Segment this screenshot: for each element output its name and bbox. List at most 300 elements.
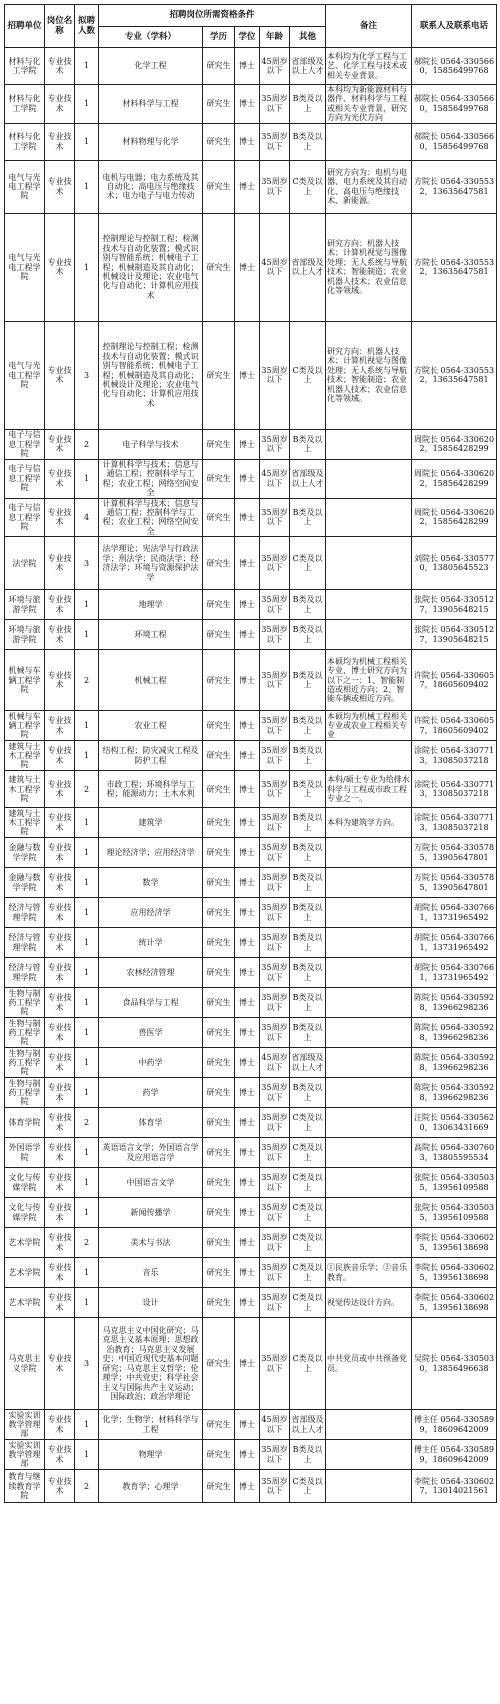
cell-contact: 刘院长 0564-3305770，13805645523 [412, 537, 497, 590]
recruitment-table [4, 4, 497, 1503]
cell-unit: 电子与信息工程学院 [5, 498, 45, 537]
cell-education: 研究生 [203, 898, 235, 928]
cell-unit: 环境与旅游学院 [5, 590, 45, 620]
cell-degree: 博士 [235, 808, 260, 838]
cell-degree: 博士 [235, 928, 260, 958]
table-row [5, 1440, 497, 1470]
cell-count: 3 [75, 321, 99, 429]
cell-other: B类及以上 [290, 898, 326, 928]
cell-post: 专业技术 [45, 711, 75, 741]
cell-count: 1 [75, 160, 99, 213]
cell-contact: 陈院长 0564-3305928，13966298236 [412, 1078, 497, 1108]
cell-major: 控制理论与控制工程；检测技术与自动化装置；模式识别与智能系统；机械电子工程；机械制造及其自动化；机械设计及理论；农业电气化与自动化；计算机应用技术 [99, 321, 203, 429]
cell-contact: 胡院长 0564-3307661，13731965492 [412, 958, 497, 988]
cell-degree: 博士 [235, 1078, 260, 1108]
cell-unit: 法学院 [5, 537, 45, 590]
cell-unit: 实验实训教学管理部 [5, 1410, 45, 1440]
cell-contact: 吴院长 0564-3305030，13856496638 [412, 1318, 497, 1410]
cell-age: 35周岁以下 [260, 85, 290, 124]
cell-major: 药学 [99, 1078, 203, 1108]
cell-education: 研究生 [203, 1228, 235, 1258]
cell-contact: 李院长 0564-3306025，13956138698 [412, 1288, 497, 1318]
cell-education: 研究生 [203, 1410, 235, 1440]
table-row [5, 321, 497, 429]
cell-notes: 本硕均为机械工程相关专业或农业工程相关专业 [326, 711, 412, 741]
cell-degree: 博士 [235, 590, 260, 620]
cell-contact: 涂院长 0564-3307713，13085037218 [412, 741, 497, 771]
cell-contact: 陈院长 0564-3305928，13966298236 [412, 1048, 497, 1078]
cell-contact: 方院长 0564-3305532，13635647581 [412, 321, 497, 429]
cell-post: 专业技术 [45, 958, 75, 988]
cell-age: 35周岁以下 [260, 898, 290, 928]
cell-unit: 外国语学院 [5, 1138, 45, 1168]
cell-education: 研究生 [203, 620, 235, 650]
cell-degree: 博士 [235, 988, 260, 1018]
cell-age: 35周岁以下 [260, 1228, 290, 1258]
cell-degree: 博士 [235, 1108, 260, 1138]
cell-age: 35周岁以下 [260, 590, 290, 620]
table-row [5, 429, 497, 459]
cell-contact: 万院长 0564-3305785，13905647801 [412, 868, 497, 898]
header-other: 其他 [290, 27, 326, 48]
cell-count: 1 [75, 988, 99, 1018]
table-row [5, 498, 497, 537]
cell-contact: 李院长 0564-3306025，13956138698 [412, 1258, 497, 1288]
cell-age: 35周岁以下 [260, 1168, 290, 1198]
cell-degree: 博士 [235, 898, 260, 928]
cell-contact: 张院长 0564-3305035，13956109588 [412, 1198, 497, 1228]
cell-contact: 周院长 0564-3306202，15856428299 [412, 429, 497, 459]
cell-notes [326, 123, 412, 160]
cell-major: 统计学 [99, 928, 203, 958]
cell-degree: 博士 [235, 321, 260, 429]
cell-unit: 教育与继续教育学院 [5, 1470, 45, 1503]
cell-degree: 博士 [235, 459, 260, 498]
cell-contact: 郝院长 0564-3305660，15856499768 [412, 123, 497, 160]
cell-unit: 马克思主义学院 [5, 1318, 45, 1410]
cell-notes [326, 958, 412, 988]
cell-notes [326, 838, 412, 868]
cell-other: C类及以上 [290, 1318, 326, 1410]
cell-notes: 研究方向：机器人技术；计算机视觉与图像处理；无人系统与导航技术；智能制造；农业机器人技术；农业信息化等领域。 [326, 213, 412, 321]
cell-unit: 金融与数学学院 [5, 868, 45, 898]
cell-education: 研究生 [203, 48, 235, 85]
cell-unit: 体育学院 [5, 1108, 45, 1138]
cell-notes [326, 868, 412, 898]
cell-major: 教育学；心理学 [99, 1470, 203, 1503]
cell-age: 35周岁以下 [260, 650, 290, 711]
table-row [5, 1018, 497, 1048]
cell-education: 研究生 [203, 213, 235, 321]
cell-degree: 博士 [235, 1470, 260, 1503]
header-major: 专业（学科） [99, 27, 203, 48]
cell-unit: 建筑与土木工程学院 [5, 771, 45, 808]
cell-count: 1 [75, 123, 99, 160]
cell-other: B类及以上 [290, 429, 326, 459]
cell-count: 1 [75, 459, 99, 498]
cell-major: 材料科学与工程 [99, 85, 203, 124]
cell-age: 35周岁以下 [260, 1138, 290, 1168]
cell-contact: 李院长 0564-3306027，13014021561 [412, 1470, 497, 1503]
cell-post: 专业技术 [45, 1108, 75, 1138]
table-row [5, 1168, 497, 1198]
table-row [5, 808, 497, 838]
cell-unit: 电气与光电工程学院 [5, 213, 45, 321]
cell-notes [326, 590, 412, 620]
cell-age: 35周岁以下 [260, 429, 290, 459]
cell-post: 专业技术 [45, 1410, 75, 1440]
cell-post: 专业技术 [45, 590, 75, 620]
cell-post: 专业技术 [45, 1138, 75, 1168]
cell-degree: 博士 [235, 1138, 260, 1168]
cell-other: B类及以上 [290, 771, 326, 808]
table-row [5, 1138, 497, 1168]
cell-post: 专业技术 [45, 928, 75, 958]
cell-post: 专业技术 [45, 838, 75, 868]
cell-post: 专业技术 [45, 85, 75, 124]
cell-degree: 博士 [235, 1168, 260, 1198]
cell-education: 研究生 [203, 958, 235, 988]
cell-notes [326, 1228, 412, 1258]
cell-count: 3 [75, 537, 99, 590]
cell-notes: 本科均为新能源材料与器件、材料科学与工程或相关专业背景，研究方向为光伏方向 [326, 85, 412, 124]
cell-notes [326, 1048, 412, 1078]
cell-major: 计算机科学与技术；信息与通信工程；控制科学与工程；农业工程；网络空间安全 [99, 498, 203, 537]
table-row [5, 1258, 497, 1288]
table-row [5, 1470, 497, 1503]
cell-contact: 傅主任 0564-3305899，18609642009 [412, 1410, 497, 1440]
header-age: 年龄 [260, 27, 290, 48]
cell-other: B类及以上 [290, 123, 326, 160]
cell-degree: 博士 [235, 741, 260, 771]
cell-contact: 陈院长 0564-3305928，13966298236 [412, 1018, 497, 1048]
cell-education: 研究生 [203, 711, 235, 741]
cell-major: 计算机科学与技术；信息与通信工程；控制科学与工程；农业工程；网络空间安全 [99, 459, 203, 498]
cell-major: 数学 [99, 868, 203, 898]
cell-other: 省部级及以上人才 [290, 1410, 326, 1440]
cell-notes [326, 1168, 412, 1198]
cell-unit: 机械与车辆工程学院 [5, 650, 45, 711]
cell-other: B类及以上 [290, 620, 326, 650]
cell-count: 2 [75, 429, 99, 459]
cell-age: 35周岁以下 [260, 620, 290, 650]
cell-major: 地理学 [99, 590, 203, 620]
cell-contact: 涂院长 0564-3307713，13085037218 [412, 771, 497, 808]
cell-major: 控制理论与控制工程；检测技术与自动化装置；模式识别与智能系统；机械电子工程；机械制造及其自动化；机械设计及理论；农业电气化与自动化；计算机应用技术 [99, 213, 203, 321]
cell-notes: 研究方向：机器人技术；计算机视觉与图像处理；无人系统与导航技术；智能制造；农业机器人技术；农业信息化等领域。 [326, 321, 412, 429]
cell-other: B类及以上 [290, 711, 326, 741]
header-degree: 学位 [235, 27, 260, 48]
cell-degree: 博士 [235, 1288, 260, 1318]
cell-degree: 博士 [235, 537, 260, 590]
cell-unit: 生物与制药工程学院 [5, 1048, 45, 1078]
cell-contact: 张院长 0564-3305127，13905648215 [412, 590, 497, 620]
cell-other: C类及以上 [290, 321, 326, 429]
cell-count: 1 [75, 928, 99, 958]
cell-major: 建筑学 [99, 808, 203, 838]
cell-contact: 傅主任 0564-3305899，18609642009 [412, 1440, 497, 1470]
cell-post: 专业技术 [45, 321, 75, 429]
cell-other: 省部级及以上人才 [290, 48, 326, 85]
cell-contact: 胡院长 0564-3307661，13731965492 [412, 898, 497, 928]
cell-count: 1 [75, 1138, 99, 1168]
cell-education: 研究生 [203, 808, 235, 838]
cell-count: 1 [75, 213, 99, 321]
cell-post: 专业技术 [45, 1318, 75, 1410]
cell-degree: 博士 [235, 868, 260, 898]
cell-other: B类及以上 [290, 928, 326, 958]
cell-post: 专业技术 [45, 741, 75, 771]
cell-other: 省部级及以上人才 [290, 1048, 326, 1078]
cell-notes: 本科/硕士专业为给排水科学与工程或市政工程专业之一。 [326, 771, 412, 808]
cell-major: 音乐 [99, 1258, 203, 1288]
cell-contact: 陈院长 0564-3305928，13966298236 [412, 988, 497, 1018]
cell-age: 45周岁以下 [260, 1410, 290, 1440]
cell-age: 35周岁以下 [260, 160, 290, 213]
table-row [5, 1410, 497, 1440]
cell-degree: 博士 [235, 711, 260, 741]
cell-age: 35周岁以下 [260, 1470, 290, 1503]
cell-unit: 文化与传媒学院 [5, 1198, 45, 1228]
cell-degree: 博士 [235, 123, 260, 160]
cell-education: 研究生 [203, 1048, 235, 1078]
cell-notes [326, 1108, 412, 1138]
cell-count: 1 [75, 48, 99, 85]
cell-notes [326, 459, 412, 498]
cell-other: C类及以上 [290, 160, 326, 213]
cell-post: 专业技术 [45, 898, 75, 928]
cell-other: B类及以上 [290, 1018, 326, 1048]
cell-unit: 经济与管理学院 [5, 928, 45, 958]
cell-other: C类及以上 [290, 1470, 326, 1503]
cell-notes [326, 537, 412, 590]
cell-education: 研究生 [203, 1168, 235, 1198]
cell-post: 专业技术 [45, 459, 75, 498]
cell-major: 新闻传播学 [99, 1198, 203, 1228]
cell-other: 省部级及以上人才 [290, 213, 326, 321]
cell-contact: 周院长 0564-3306202，15856428299 [412, 459, 497, 498]
cell-education: 研究生 [203, 1288, 235, 1318]
cell-unit: 金融与数学学院 [5, 838, 45, 868]
cell-age: 35周岁以下 [260, 988, 290, 1018]
cell-education: 研究生 [203, 321, 235, 429]
cell-contact: 许院长 0564-3306057，18605609402 [412, 711, 497, 741]
cell-education: 研究生 [203, 1018, 235, 1048]
cell-contact: 郝院长 0564-3305660，15856499768 [412, 85, 497, 124]
table-row [5, 213, 497, 321]
table-body [5, 48, 497, 1503]
cell-other: B类及以上 [290, 808, 326, 838]
cell-other: B类及以上 [290, 85, 326, 124]
cell-notes [326, 1410, 412, 1440]
cell-age: 35周岁以下 [260, 1258, 290, 1288]
table-row [5, 771, 497, 808]
cell-count: 1 [75, 958, 99, 988]
cell-education: 研究生 [203, 1138, 235, 1168]
cell-count: 1 [75, 741, 99, 771]
cell-age: 35周岁以下 [260, 1078, 290, 1108]
header-unit: 招聘单位 [5, 5, 45, 48]
cell-degree: 博士 [235, 429, 260, 459]
cell-education: 研究生 [203, 1318, 235, 1410]
cell-count: 1 [75, 85, 99, 124]
cell-major: 设计 [99, 1288, 203, 1318]
table-row [5, 1108, 497, 1138]
cell-count: 1 [75, 1288, 99, 1318]
cell-major: 马克思主义中国化研究；马克思主义基本原理；思想政治教育；马克思主义发展史；中国近现代史基本问题研究；马克思主义哲学；伦理学；中共党史；科学社会主义与国际共产主义运动；国际政治；政治学理论 [99, 1318, 203, 1410]
cell-age: 35周岁以下 [260, 711, 290, 741]
cell-other: C类及以上 [290, 537, 326, 590]
table-row [5, 650, 497, 711]
cell-contact: 万院长 0564-3305785，13905647801 [412, 838, 497, 868]
table-row [5, 898, 497, 928]
cell-count: 1 [75, 1440, 99, 1470]
cell-contact: 高院长 0564-3307603，13805595534 [412, 1138, 497, 1168]
cell-post: 专业技术 [45, 1198, 75, 1228]
header-post: 岗位名称 [45, 5, 75, 48]
header-education: 学历 [203, 27, 235, 48]
table-row [5, 48, 497, 85]
cell-education: 研究生 [203, 1108, 235, 1138]
cell-other: B类及以上 [290, 1078, 326, 1108]
cell-unit: 文化与传媒学院 [5, 1168, 45, 1198]
cell-degree: 博士 [235, 771, 260, 808]
cell-major: 中国语言文学 [99, 1168, 203, 1198]
cell-degree: 博士 [235, 1198, 260, 1228]
cell-post: 专业技术 [45, 213, 75, 321]
cell-contact: 汪院长 0564-3305620，13063431669 [412, 1108, 497, 1138]
cell-unit: 电气与光电工程学院 [5, 160, 45, 213]
cell-major: 中药学 [99, 1048, 203, 1078]
cell-count: 1 [75, 898, 99, 928]
cell-degree: 博士 [235, 1440, 260, 1470]
cell-unit: 建筑与土木工程学院 [5, 808, 45, 838]
cell-age: 45周岁以下 [260, 213, 290, 321]
table-row [5, 838, 497, 868]
cell-count: 2 [75, 1470, 99, 1503]
cell-major: 理论经济学；应用经济学 [99, 838, 203, 868]
cell-unit: 艺术学院 [5, 1228, 45, 1258]
cell-degree: 博士 [235, 1258, 260, 1288]
cell-degree: 博士 [235, 1228, 260, 1258]
cell-count: 2 [75, 1108, 99, 1138]
cell-post: 专业技术 [45, 771, 75, 808]
cell-notes [326, 898, 412, 928]
header-count: 拟聘人数 [75, 5, 99, 48]
cell-post: 专业技术 [45, 1258, 75, 1288]
cell-notes [326, 1198, 412, 1228]
cell-major: 物理学 [99, 1440, 203, 1470]
cell-post: 专业技术 [45, 537, 75, 590]
cell-education: 研究生 [203, 498, 235, 537]
cell-post: 专业技术 [45, 620, 75, 650]
cell-count: 1 [75, 1168, 99, 1198]
cell-major: 电子科学与技术 [99, 429, 203, 459]
cell-age: 35周岁以下 [260, 498, 290, 537]
cell-post: 专业技术 [45, 868, 75, 898]
header-notes: 备注 [326, 5, 412, 48]
cell-major: 农业工程 [99, 711, 203, 741]
cell-age: 35周岁以下 [260, 123, 290, 160]
cell-notes [326, 498, 412, 537]
cell-count: 1 [75, 838, 99, 868]
table-row [5, 620, 497, 650]
cell-other: 省部级及以上人才 [290, 459, 326, 498]
cell-degree: 博士 [235, 650, 260, 711]
cell-notes [326, 928, 412, 958]
cell-major: 材料物理与化学 [99, 123, 203, 160]
cell-count: 1 [75, 1410, 99, 1440]
cell-other: C类及以上 [290, 1108, 326, 1138]
cell-degree: 博士 [235, 85, 260, 124]
cell-count: 1 [75, 590, 99, 620]
cell-education: 研究生 [203, 1440, 235, 1470]
cell-major: 化学工程 [99, 48, 203, 85]
cell-post: 专业技术 [45, 498, 75, 537]
cell-notes [326, 620, 412, 650]
cell-post: 专业技术 [45, 1048, 75, 1078]
cell-count: 1 [75, 808, 99, 838]
cell-count: 2 [75, 771, 99, 808]
cell-major: 英语语言文学；外国语言学及应用语言学 [99, 1138, 203, 1168]
table-row [5, 741, 497, 771]
cell-education: 研究生 [203, 1470, 235, 1503]
cell-post: 专业技术 [45, 1078, 75, 1108]
cell-unit: 生物与制药工程学院 [5, 1078, 45, 1108]
cell-unit: 电子与信息工程学院 [5, 429, 45, 459]
cell-education: 研究生 [203, 868, 235, 898]
cell-education: 研究生 [203, 838, 235, 868]
table-row [5, 1288, 497, 1318]
cell-degree: 博士 [235, 958, 260, 988]
cell-count: 1 [75, 620, 99, 650]
cell-education: 研究生 [203, 85, 235, 124]
cell-post: 专业技术 [45, 48, 75, 85]
header-conditions: 招聘岗位所需资格条件 [99, 5, 326, 27]
cell-contact: 郝院长 0564-3305660，15856499768 [412, 48, 497, 85]
cell-notes [326, 988, 412, 1018]
cell-age: 35周岁以下 [260, 1198, 290, 1228]
cell-other: C类及以上 [290, 1168, 326, 1198]
cell-education: 研究生 [203, 988, 235, 1018]
cell-education: 研究生 [203, 429, 235, 459]
cell-other: B类及以上 [290, 988, 326, 1018]
cell-unit: 材料与化工学院 [5, 85, 45, 124]
cell-education: 研究生 [203, 1078, 235, 1108]
header-contact: 联系人及联系电话 [412, 5, 497, 48]
cell-notes: 本科均为化学工程与工艺、化学工程与技术或相关专业背景。 [326, 48, 412, 85]
cell-age: 35周岁以下 [260, 868, 290, 898]
cell-age: 45周岁以下 [260, 1048, 290, 1078]
table-row [5, 123, 497, 160]
cell-age: 35周岁以下 [260, 537, 290, 590]
table-row [5, 459, 497, 498]
cell-degree: 博士 [235, 160, 260, 213]
cell-degree: 博士 [235, 620, 260, 650]
cell-major: 结构工程；防灾减灾工程及防护工程 [99, 741, 203, 771]
table-row [5, 868, 497, 898]
cell-major: 兽医学 [99, 1018, 203, 1048]
cell-unit: 经济与管理学院 [5, 958, 45, 988]
cell-post: 专业技术 [45, 429, 75, 459]
cell-post: 专业技术 [45, 1470, 75, 1503]
cell-education: 研究生 [203, 1258, 235, 1288]
cell-other: C类及以上 [290, 1288, 326, 1318]
table-row [5, 1318, 497, 1410]
cell-major: 体育学 [99, 1108, 203, 1138]
cell-contact: 许院长 0564-3306057，18605609402 [412, 650, 497, 711]
cell-notes [326, 1018, 412, 1048]
